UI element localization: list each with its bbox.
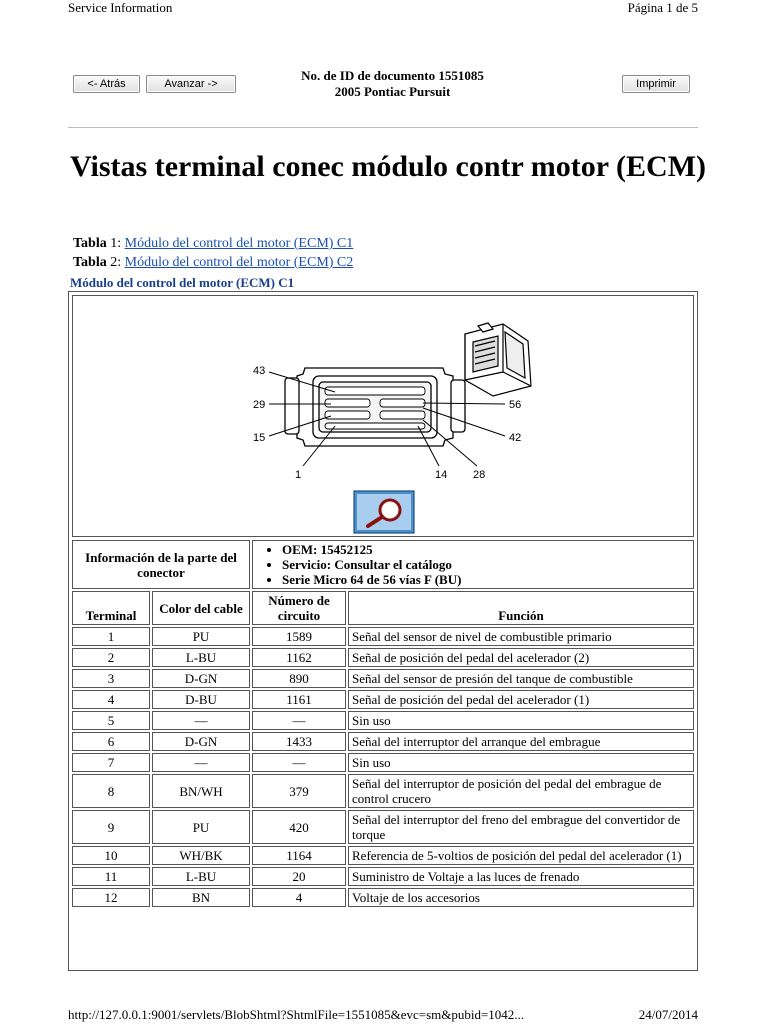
table-prefix: Tabla: [73, 255, 107, 270]
page-title: Vistas terminal conec módulo contr motor (ECM): [70, 150, 707, 183]
cell-circuit: 420: [252, 810, 346, 844]
back-button[interactable]: <- Atrás: [73, 75, 140, 93]
connector-info-row: [72, 540, 694, 589]
document-id: No. de ID de documento 1551085: [301, 68, 484, 83]
connector-service: • Servicio: Consultar el catálogo: [282, 557, 690, 572]
print-button[interactable]: Imprimir: [622, 75, 690, 93]
table-link-c1[interactable]: Módulo del control del motor (ECM) C1: [124, 236, 354, 251]
divider: [68, 127, 698, 128]
forward-button[interactable]: Avanzar ->: [146, 75, 236, 93]
table-row: [72, 732, 694, 751]
table-row: [72, 648, 694, 667]
callout-label: 43: [253, 365, 266, 377]
cell-terminal: 11: [72, 867, 150, 886]
table-link-line-2: [73, 255, 353, 271]
table-link-line-1: [73, 236, 353, 252]
table-link-c2[interactable]: Módulo del control del motor (ECM) C2: [124, 255, 354, 270]
cell-circuit: —: [252, 711, 346, 730]
table-row: [72, 888, 694, 907]
cell-function: Señal del interruptor del freno del embrague del convertidor de torque: [348, 810, 694, 844]
vehicle-model: 2005 Pontiac Pursuit: [334, 84, 451, 99]
cell-circuit: 4: [252, 888, 346, 907]
table-number: 1:: [106, 236, 125, 251]
magnifier-icon[interactable]: [354, 491, 414, 533]
cell-wire-color: —: [152, 711, 250, 730]
table-number: 2:: [106, 255, 125, 270]
callout-label: 56: [509, 399, 522, 411]
table-row: [72, 669, 694, 688]
table-row: [72, 846, 694, 865]
cell-wire-color: PU: [152, 627, 250, 646]
cell-circuit: 890: [252, 669, 346, 688]
cell-circuit: 1164: [252, 846, 346, 865]
table-row: [72, 711, 694, 730]
cell-wire-color: —: [152, 753, 250, 772]
cell-circuit: 1162: [252, 648, 346, 667]
connector-figure: [72, 295, 694, 537]
connector-info-label: Información de la parte del conector: [72, 540, 250, 589]
callout-label: 29: [253, 399, 266, 411]
column-header-function: Función: [348, 591, 694, 625]
cell-circuit: 1589: [252, 627, 346, 646]
cell-terminal: 2: [72, 648, 150, 667]
cell-terminal: 3: [72, 669, 150, 688]
table-row: [72, 753, 694, 772]
page-header: [68, 0, 698, 18]
section-title: Módulo del control del motor (ECM) C1: [70, 275, 308, 292]
cell-function: Señal del sensor de presión del tanque de combustible: [348, 669, 694, 688]
table-row: [72, 867, 694, 886]
table-header-row: [72, 591, 694, 625]
column-header-terminal: Terminal: [72, 591, 150, 625]
cell-wire-color: L-BU: [152, 648, 250, 667]
table-row: [72, 690, 694, 709]
connector-oem: • OEM: 15452125: [282, 542, 690, 557]
connector-face: [285, 368, 465, 446]
cell-circuit: 379: [252, 774, 346, 808]
cell-wire-color: D-BU: [152, 690, 250, 709]
table-prefix: Tabla: [73, 236, 107, 251]
cell-wire-color: BN: [152, 888, 250, 907]
cell-circuit: 20: [252, 867, 346, 886]
callout-label: 14: [435, 469, 448, 481]
connector-series: • Serie Micro 64 de 56 vías F (BU): [282, 572, 690, 587]
connector-diagram: [73, 296, 693, 536]
cell-function: Señal de posición del pedal del acelerador (2): [348, 648, 694, 667]
cell-terminal: 5: [72, 711, 150, 730]
table-row: [72, 627, 694, 646]
cell-function: Sin uso: [348, 711, 694, 730]
cell-terminal: 4: [72, 690, 150, 709]
cell-function: Referencia de 5-voltios de posición del pedal del acelerador (1): [348, 846, 694, 865]
cell-circuit: 1433: [252, 732, 346, 751]
footer-url: http://127.0.0.1:9001/servlets/BlobShtml?ShtmlFile=1551085&evc=sm&pubid=1042...: [68, 1007, 525, 1022]
cell-terminal: 1: [72, 627, 150, 646]
cell-terminal: 12: [72, 888, 150, 907]
cell-wire-color: PU: [152, 810, 250, 844]
header-left-text: Service Information: [68, 0, 173, 15]
cell-function: Suministro de Voltaje a las luces de frenado: [348, 867, 694, 886]
cell-wire-color: D-GN: [152, 732, 250, 751]
cell-function: Sin uso: [348, 753, 694, 772]
document-info: [250, 68, 535, 100]
table-row: [72, 774, 694, 808]
cell-circuit: 1161: [252, 690, 346, 709]
cell-function: Señal de posición del pedal del acelerador (1): [348, 690, 694, 709]
page-counter: Página 1 de 5: [627, 0, 698, 15]
connector-table: [70, 538, 696, 909]
cell-wire-color: D-GN: [152, 669, 250, 688]
cell-function: Señal del sensor de nivel de combustible primario: [348, 627, 694, 646]
cell-terminal: 7: [72, 753, 150, 772]
cell-wire-color: WH/BK: [152, 846, 250, 865]
cell-terminal: 6: [72, 732, 150, 751]
callout-label: 15: [253, 432, 266, 444]
connector-3d-icon: [465, 323, 531, 396]
cell-circuit: —: [252, 753, 346, 772]
cell-function: Señal del interruptor de posición del pedal del embrague de control crucero: [348, 774, 694, 808]
cell-function: Voltaje de los accesorios: [348, 888, 694, 907]
cell-terminal: 9: [72, 810, 150, 844]
cell-wire-color: L-BU: [152, 867, 250, 886]
callout-label: 28: [473, 469, 486, 481]
column-header-color: Color del cable: [152, 591, 250, 625]
footer-date: 24/07/2014: [638, 1007, 698, 1022]
callout-label: 42: [509, 432, 522, 444]
cell-function: Señal del interruptor del arranque del embrague: [348, 732, 694, 751]
cell-terminal: 8: [72, 774, 150, 808]
table-row: [72, 810, 694, 844]
cell-wire-color: BN/WH: [152, 774, 250, 808]
cell-terminal: 10: [72, 846, 150, 865]
callout-label: 1: [295, 469, 302, 481]
connector-info-values: [252, 540, 694, 589]
column-header-circuit: Número de circuito: [252, 591, 346, 625]
